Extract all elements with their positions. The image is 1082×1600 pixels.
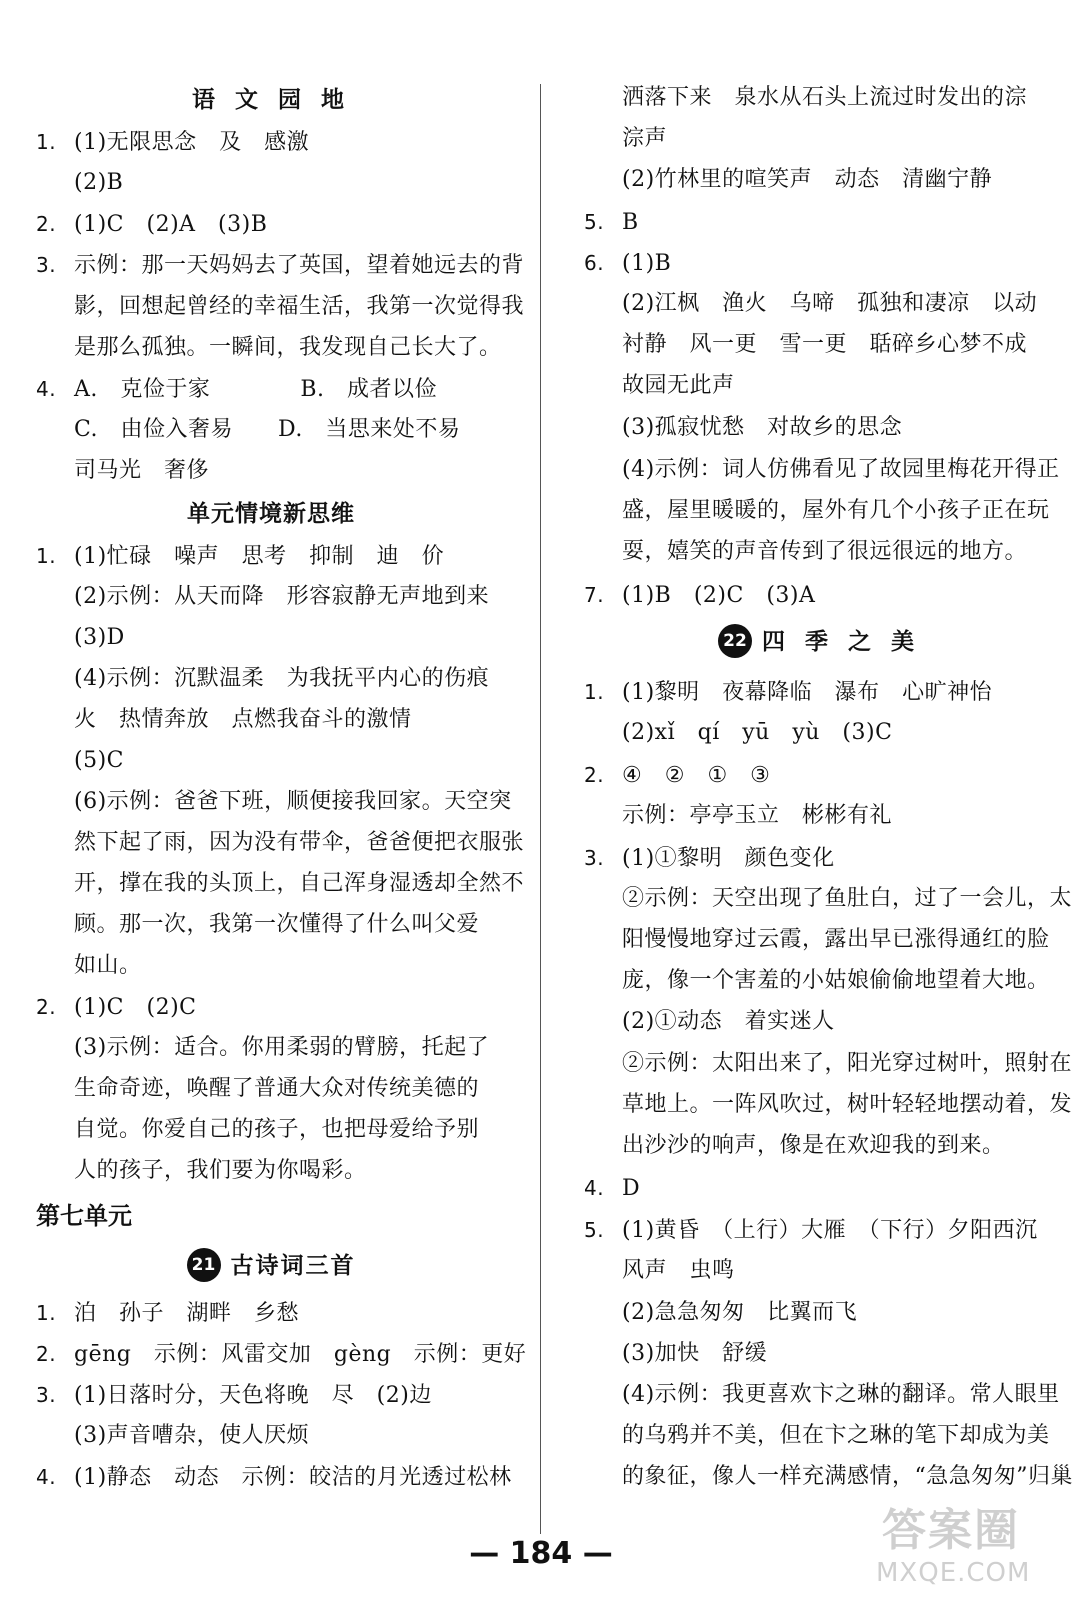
answer-line: 影，回想起曾经的幸福生活，我第一次觉得我	[74, 294, 525, 319]
answer-line: (6)示例：爸爸下班，顺便接我回家。天空突	[74, 789, 512, 814]
answer-line: (4)示例：我更喜欢卞之琳的翻译。常人眼里	[622, 1382, 1060, 1407]
answer-text: D	[622, 1176, 641, 1201]
answer-line: 风声 虫鸣	[622, 1258, 735, 1283]
answer-text: (1)无限思念 及 感激	[74, 130, 310, 155]
lesson-title-21	[36, 1246, 506, 1286]
answer-line	[36, 536, 444, 576]
answer-text: (1)B (2)C (3)A	[622, 583, 816, 608]
answer-line: 顾。那一次，我第一次懂得了什么叫父爱	[74, 912, 480, 937]
answer-text: gēng 示例：风雷交加 gèng 示例：更好	[74, 1342, 527, 1367]
lesson-title-text: 古诗词三首	[230, 1253, 356, 1279]
answer-line: (2)xǐ qí yū yù (3)C	[622, 720, 893, 745]
answer-line: (3)加快 舒缓	[622, 1341, 768, 1366]
answer-line: 火 热情奔放 点燃我奋斗的激情	[74, 707, 412, 732]
lesson-number-badge: 22	[718, 624, 752, 658]
answer-line: 自觉。你爱自己的孩子，也把母爱给予别	[74, 1117, 480, 1142]
answer-line: 淙声	[622, 126, 668, 151]
question-number: 4.	[36, 377, 57, 401]
answer-text: (1)静态 动态 示例：皎洁的月光透过松林	[74, 1465, 512, 1490]
answer-line: 人的孩子，我们要为你喝彩。	[74, 1158, 367, 1183]
answer-line	[584, 575, 815, 615]
answer-line: ②示例：天空出现了鱼肚白，过了一会儿，太	[622, 886, 1073, 911]
answer-line: 的象征，像人一样充满感情，“急急匆匆”归巢	[622, 1464, 1073, 1489]
page-number: — 184 —	[469, 1536, 613, 1571]
answer-line	[36, 1334, 526, 1374]
question-number: 1.	[584, 680, 605, 704]
answer-line	[584, 202, 639, 242]
answer-line: (3)示例：适合。你用柔弱的臂膀，托起了	[74, 1035, 490, 1060]
question-number: 3.	[36, 253, 57, 277]
answer-line: 开，撑在我的头顶上，自己浑身湿透却全然不	[74, 871, 525, 896]
answer-line: (3)D	[74, 625, 125, 650]
answer-line: 阳慢慢地穿过云霞，露出早已涨得通红的脸	[622, 927, 1050, 952]
answer-line	[36, 1375, 432, 1415]
answer-line: (2)B	[74, 170, 124, 195]
answer-line: 庞，像一个害羞的小姑娘偷偷地望着大地。	[622, 968, 1050, 993]
answer-text: B	[622, 210, 639, 235]
answer-line: (2)示例：从天而降 形容寂静无声地到来	[74, 584, 490, 609]
answer-line: 衬静 风一更 雪一更 聒碎乡心梦不成	[622, 332, 1028, 357]
question-number: 3.	[584, 846, 605, 870]
answer-line: 出沙沙的响声，像是在欢迎我的到来。	[622, 1133, 1005, 1158]
answer-line: 如山。	[74, 953, 142, 978]
answer-text: (1)黎明 夜幕降临 瀑布 心旷神怡	[622, 680, 993, 705]
watermark-logo	[872, 1494, 1072, 1594]
question-number: 1.	[36, 130, 57, 154]
answer-line: (2)竹林里的喧笑声 动态 清幽宁静	[622, 167, 993, 192]
answer-line: (2)①动态 着实迷人	[622, 1009, 835, 1034]
lesson-title-text: 四 季 之 美	[761, 629, 921, 655]
answer-line: 的乌鸦并不美，但在卞之琳的笔下却成为美	[622, 1423, 1050, 1448]
answer-line	[36, 987, 197, 1027]
answer-text: (1)C (2)C	[74, 995, 197, 1020]
lesson-number-badge: 21	[187, 1248, 221, 1282]
answer-line	[584, 1168, 640, 1208]
answer-line	[584, 755, 770, 795]
question-number: 6.	[584, 251, 605, 275]
answer-text: (1)B	[622, 251, 672, 276]
section-title-yuwen: 语 文 园 地	[191, 87, 351, 113]
answer-line: 耍，嬉笑的声音传到了很远很远的地方。	[622, 539, 1028, 564]
answer-line: 然下起了雨，因为没有带伞，爸爸便把衣服张	[74, 830, 525, 855]
answer-line	[36, 122, 309, 162]
answer-line	[584, 838, 835, 878]
answer-line: (5)C	[74, 748, 124, 773]
answer-text: 示例：那一天妈妈去了英国，望着她远去的背	[74, 253, 525, 278]
answer-line: (2)江枫 渔火 乌啼 孤独和凄凉 以动	[622, 291, 1038, 316]
answer-line: 故园无此声	[622, 373, 735, 398]
column-divider	[540, 84, 541, 1534]
question-number: 2.	[36, 995, 57, 1019]
section-title-danyuan: 单元情境新思维	[187, 501, 355, 527]
question-number: 5.	[584, 210, 605, 234]
answer-line: 生命奇迹，唤醒了普通大众对传统美德的	[74, 1076, 480, 1101]
question-number: 4.	[584, 1176, 605, 1200]
answer-line: 司马光 奢侈	[74, 458, 210, 483]
answer-line	[584, 672, 992, 712]
question-number: 7.	[584, 583, 605, 607]
answer-line	[584, 243, 671, 283]
question-number: 3.	[36, 1383, 57, 1407]
answer-text: 泊 孙子 湖畔 乡愁	[74, 1301, 300, 1326]
answer-line	[584, 1210, 1038, 1250]
answer-line: ②示例：太阳出来了，阳光穿过树叶，照射在	[622, 1051, 1073, 1076]
answer-text: (1)忙碌 噪声 思考 抑制 迪 价	[74, 544, 445, 569]
answer-line: C. 由俭入奢易 D. 当思来处不易	[74, 417, 461, 442]
question-number: 1.	[36, 1301, 57, 1325]
answer-line	[36, 1293, 299, 1333]
answer-line	[36, 369, 437, 409]
answer-text: (1)黄昏 （上行）大雁 （下行）夕阳西沉	[622, 1218, 1038, 1243]
answer-text: (1)C (2)A (3)B	[74, 212, 268, 237]
watermark-url: MXQE.COM	[876, 1558, 1031, 1588]
answer-line: (2)急急匆匆 比翼而飞	[622, 1300, 858, 1325]
watermark-text: 答案圈	[882, 1505, 1020, 1556]
question-number: 2.	[36, 212, 57, 236]
question-number: 2.	[584, 763, 605, 787]
question-number: 2.	[36, 1342, 57, 1366]
answer-text: (1)①黎明 颜色变化	[622, 846, 835, 871]
answer-text: ④ ② ① ③	[622, 763, 771, 788]
answer-text: (1)日落时分，天色将晚 尽 (2)边	[74, 1383, 432, 1408]
answer-line: (4)示例：沉默温柔 为我抚平内心的伤痕	[74, 666, 490, 691]
answer-line: 洒落下来 泉水从石头上流过时发出的淙	[622, 85, 1028, 110]
answer-line: 草地上。一阵风吹过，树叶轻轻地摆动着，发	[622, 1092, 1073, 1117]
answer-line: 盛，屋里暖暖的，屋外有几个小孩子正在玩	[622, 498, 1050, 523]
lesson-title-22	[584, 622, 1054, 662]
answer-line: (3)孤寂忧愁 对故乡的思念	[622, 415, 903, 440]
question-number: 4.	[36, 1465, 57, 1489]
answer-text: A. 克俭于家 B. 成者以俭	[74, 377, 438, 402]
unit-title: 第七单元	[36, 1202, 132, 1230]
answer-line: 是那么孤独。一瞬间，我发现自己长大了。	[74, 335, 502, 360]
question-number: 5.	[584, 1218, 605, 1242]
answer-line: (4)示例：词人仿佛看见了故园里梅花开得正	[622, 457, 1060, 482]
answer-line	[36, 204, 267, 244]
answer-line	[36, 1457, 512, 1497]
question-number: 1.	[36, 544, 57, 568]
answer-line: (3)声音嘈杂，使人厌烦	[74, 1423, 310, 1448]
answer-line	[36, 245, 524, 285]
answer-line: 示例：亭亭玉立 彬彬有礼	[622, 803, 893, 828]
